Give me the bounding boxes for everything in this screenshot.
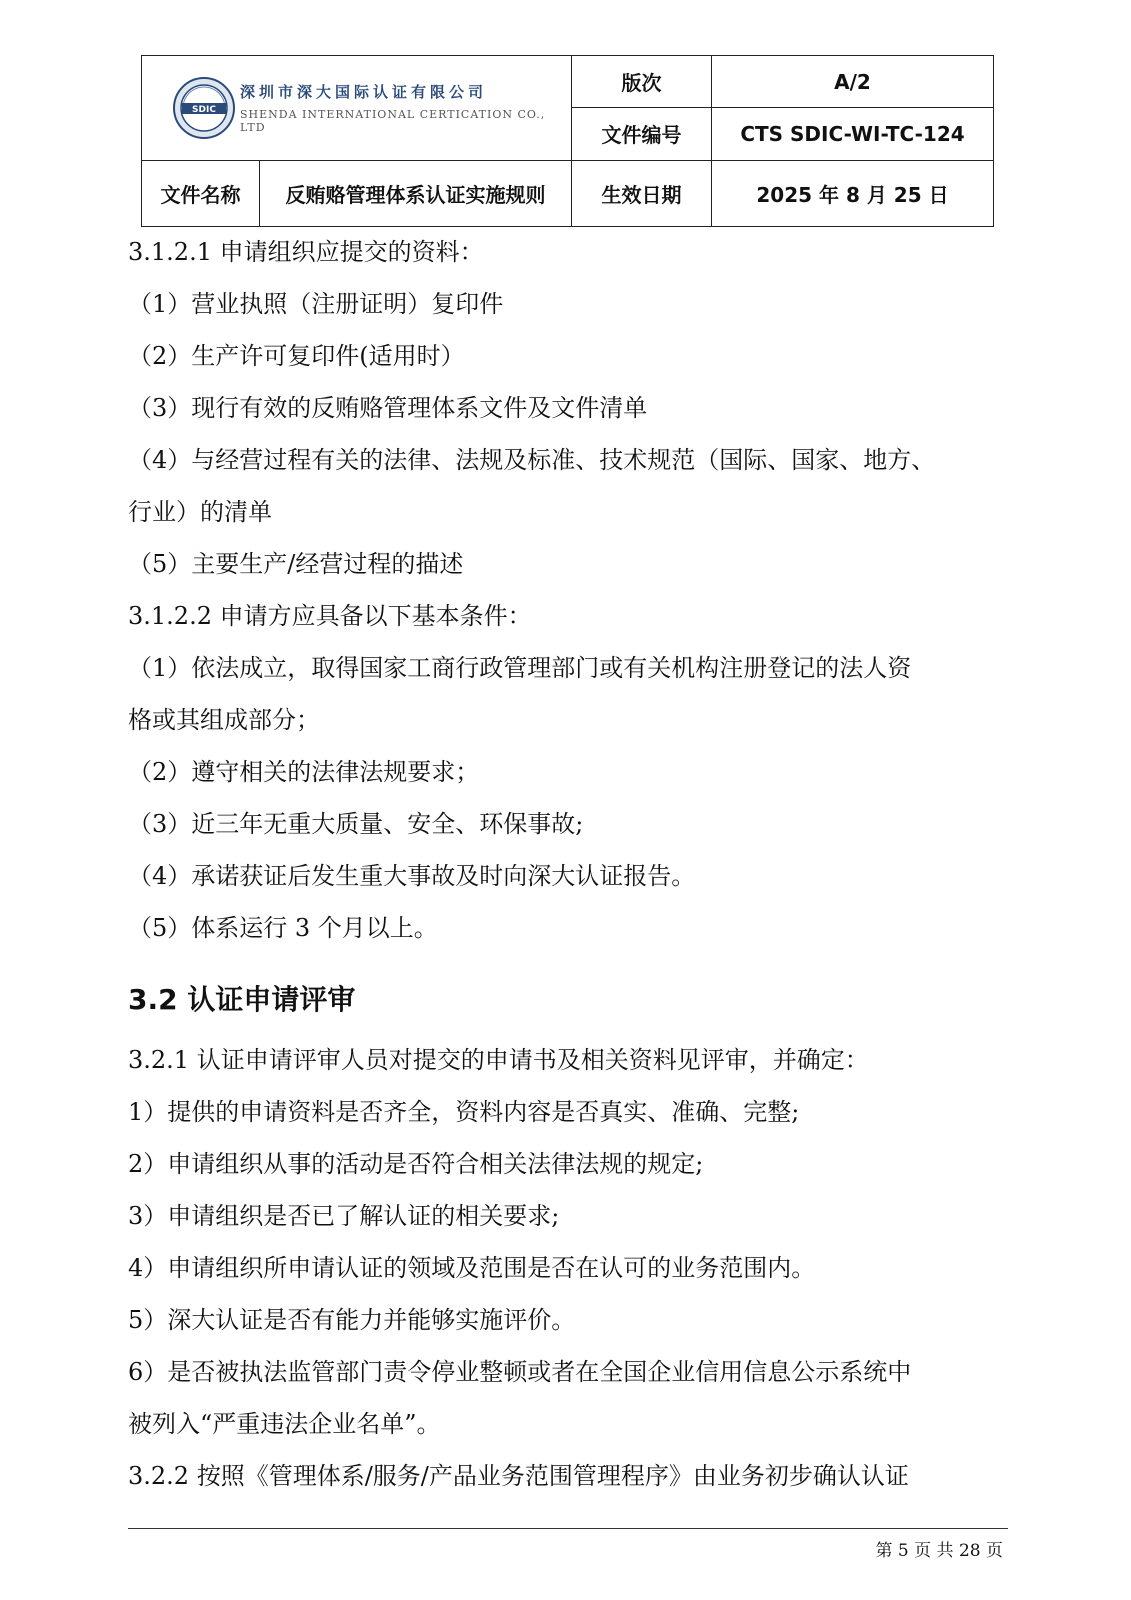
document-body bbox=[128, 226, 1008, 1502]
doc-name-value: 反贿赂管理体系认证实施规则 bbox=[260, 160, 572, 226]
paragraph-line: （1）依法成立，取得国家工商行政管理部门或有关机构注册登记的法人资 bbox=[128, 654, 912, 682]
sdic-seal-icon bbox=[172, 76, 236, 140]
paragraph-line: （2）生产许可复印件(适用时） bbox=[128, 342, 465, 370]
paragraph-line: 4）申请组织所申请认证的领域及范围是否在认可的业务范围内。 bbox=[128, 1254, 816, 1282]
version-value: A/2 bbox=[712, 56, 994, 108]
section-heading: 3.2 认证申请评审 bbox=[128, 983, 356, 1016]
doc-name-label: 文件名称 bbox=[142, 160, 260, 226]
paragraph-line: （5）体系运行 3 个月以上。 bbox=[128, 914, 438, 942]
footer-divider bbox=[128, 1528, 1008, 1529]
document-header-table bbox=[141, 55, 994, 227]
company-name-en: SHENDA INTERNATIONAL CERTICATION CO., LTD bbox=[240, 108, 546, 135]
paragraph-line: 行业）的清单 bbox=[128, 498, 272, 526]
paragraph-line: （3）现行有效的反贿赂管理体系文件及文件清单 bbox=[128, 394, 648, 422]
company-name-cn: 深圳市深大国际认证有限公司 bbox=[240, 83, 488, 102]
paragraph-line: （1）营业执照（注册证明）复印件 bbox=[128, 290, 504, 318]
effective-date-value: 2025 年 8 月 25 日 bbox=[712, 160, 994, 226]
paragraph-line: 3.2.1 认证申请评审人员对提交的申请书及相关资料见评审，并确定： bbox=[128, 1046, 869, 1074]
paragraph-line: （4）承诺获证后发生重大事故及时向深大认证报告。 bbox=[128, 862, 696, 890]
paragraph-line: 3.2.2 按照《管理体系/服务/产品业务范围管理程序》由业务初步确认认证 bbox=[128, 1462, 909, 1490]
version-label: 版次 bbox=[572, 56, 712, 108]
paragraph-line: 5）深大认证是否有能力并能够实施评价。 bbox=[128, 1306, 576, 1334]
paragraph-line: 3）申请组织是否已了解认证的相关要求; bbox=[128, 1202, 560, 1230]
paragraph-line: 6）是否被执法监管部门责令停业整顿或者在全国企业信用信息公示系统中 bbox=[128, 1358, 912, 1386]
paragraph-line: （2）遵守相关的法律法规要求； bbox=[128, 758, 480, 786]
paragraph-line: （4）与经营过程有关的法律、法规及标准、技术规范（国际、国家、地方、 bbox=[128, 446, 936, 474]
paragraph-line: （5）主要生产/经营过程的描述 bbox=[128, 550, 464, 578]
paragraph-line: （3）近三年无重大质量、安全、环保事故; bbox=[128, 810, 584, 838]
seal-badge-text: SDIC bbox=[192, 104, 216, 115]
paragraph-line: 被列入“严重违法企业名单”。 bbox=[128, 1410, 441, 1438]
company-logo bbox=[142, 56, 571, 160]
doc-number-value: CTS SDIC-WI-TC-124 bbox=[712, 108, 994, 160]
paragraph-line: 3.1.2.2 申请方应具备以下基本条件： bbox=[128, 602, 532, 630]
doc-number-label: 文件编号 bbox=[572, 108, 712, 160]
effective-date-label: 生效日期 bbox=[572, 160, 712, 226]
paragraph-line: 格或其组成部分； bbox=[128, 706, 320, 734]
paragraph-line: 2）申请组织从事的活动是否符合相关法律法规的规定; bbox=[128, 1150, 704, 1178]
page-number: 第 5 页 共 28 页 bbox=[875, 1541, 1003, 1561]
paragraph-line: 1）提供的申请资料是否齐全，资料内容是否真实、准确、完整; bbox=[128, 1098, 800, 1126]
company-logo-cell bbox=[142, 56, 572, 161]
paragraph-line: 3.1.2.1 申请组织应提交的资料： bbox=[128, 238, 484, 266]
